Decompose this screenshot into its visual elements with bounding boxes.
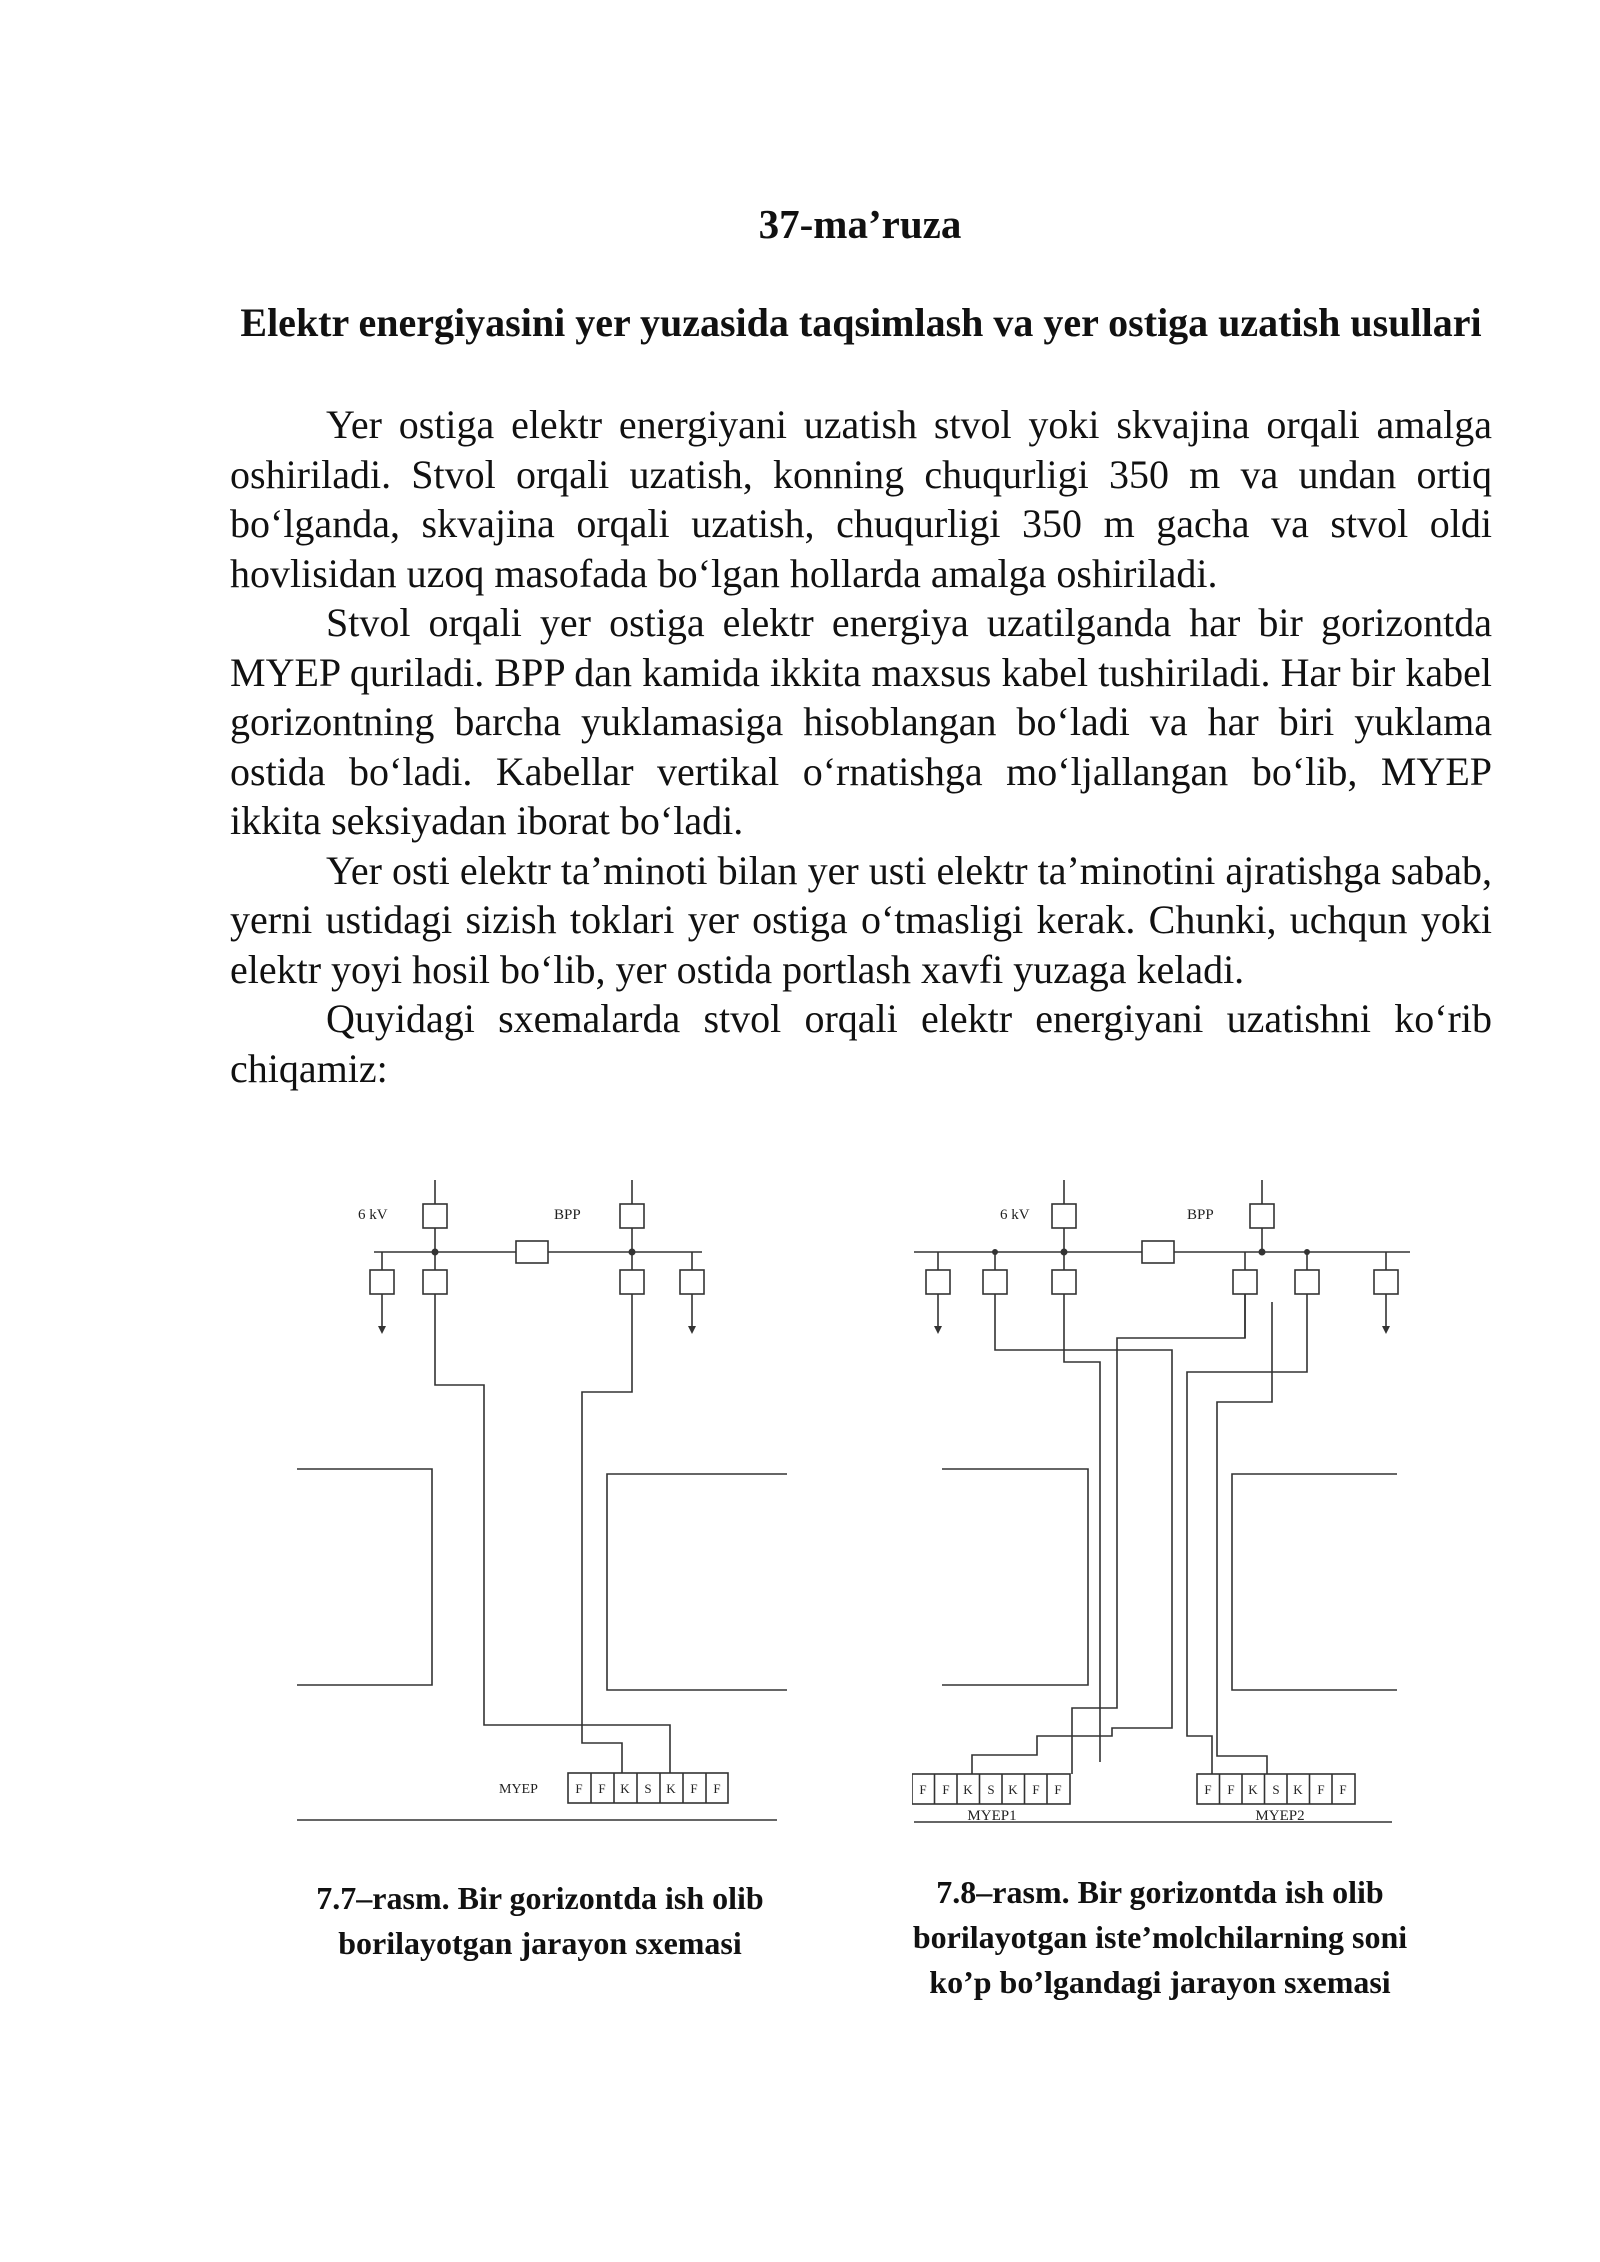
cell-label: K bbox=[620, 1781, 630, 1796]
cell-label: F bbox=[575, 1781, 583, 1796]
cell-label: S bbox=[987, 1782, 995, 1797]
cell-label: F bbox=[942, 1782, 950, 1797]
paragraph: Yer osti elektr ta’minoti bilan yer usti elektr ta’minotini ajratishga sabab, yerni ustidagi sizish toklari yer ostiga o‘tmasligi kerak. Chunki, uchqun yoki elektr yoyi hosil bo‘lib, yer ostida portlash xavfi yuzaga keladi. bbox=[230, 847, 1492, 992]
lecture-number: 37-ma’ruza bbox=[758, 201, 962, 247]
cell-label: S bbox=[1272, 1782, 1280, 1797]
cell-label: F bbox=[1227, 1782, 1235, 1797]
cell-label: F bbox=[1339, 1782, 1347, 1797]
bpp-label: BPP bbox=[554, 1207, 581, 1223]
body-text bbox=[230, 400, 1492, 1093]
myep2-label: MYEP2 bbox=[1255, 1808, 1305, 1824]
paragraph: Stvol orqali yer ostiga elektr energiya uzatilganda har bir gorizontda MYEP quriladi. BPP dan kamida ikkita maxsus kabel tushiriladi. Har bir kabel gorizontning barcha yuklamasiga hisoblangan bo‘ladi va har biri yuklama ostida bo‘ladi. Kabellar vertikal o‘rnatishga mo‘ljallangan bo‘lib, MYEP ikkita seksiyadan iborat bo‘ladi. bbox=[230, 600, 1492, 843]
caption-line: 7.7–rasm. Bir gorizontda ish olib bbox=[316, 1880, 764, 1916]
figure-7-7-caption bbox=[250, 1876, 830, 1966]
page-title: Elektr energiyasini yer yuzasida taqsimlash va yer ostiga uzatish usullari bbox=[240, 300, 1482, 345]
caption-line: 7.8–rasm. Bir gorizontda ish olib bbox=[936, 1874, 1384, 1910]
figure-7-8-diagram bbox=[912, 1180, 1412, 1840]
cell-label: S bbox=[644, 1781, 652, 1796]
caption-line: ko’p bo’lgandagi jarayon sxemasi bbox=[929, 1964, 1391, 2000]
cell-label: F bbox=[1054, 1782, 1062, 1797]
cell-label: K bbox=[1293, 1782, 1303, 1797]
cell-label: F bbox=[1317, 1782, 1325, 1797]
figure-7-7-diagram bbox=[292, 1180, 792, 1840]
figure-7-8-caption bbox=[870, 1870, 1450, 2005]
cell-label: K bbox=[666, 1781, 676, 1796]
caption-line: borilayotgan iste’molchilarning soni bbox=[912, 1919, 1408, 1955]
voltage-label: 6 kV bbox=[1000, 1207, 1030, 1223]
voltage-label: 6 kV bbox=[358, 1207, 388, 1223]
cell-label: F bbox=[1032, 1782, 1040, 1797]
paragraph: Quyidagi sxemalarda stvol orqali elektr energiyani uzatishni ko‘rib chiqamiz: bbox=[230, 996, 1492, 1091]
cell-label: K bbox=[1248, 1782, 1258, 1797]
paragraph: Yer ostiga elektr energiyani uzatish stvol yoki skvajina orqali amalga oshiriladi. Stvol orqali uzatish, konning chuqurligi 350 m va undan ortiq bo‘lganda, skvajina orqali uzatish, chuqurligi 350 m gacha va stvol oldi hovlisidan uzoq masofada bo‘lgan hollarda amalga oshiriladi. bbox=[230, 402, 1492, 596]
bpp-label: BPP bbox=[1187, 1207, 1214, 1223]
caption-line: borilayotgan jarayon sxemasi bbox=[338, 1925, 742, 1961]
myep1-label: MYEP1 bbox=[967, 1808, 1017, 1824]
cell-label: F bbox=[598, 1781, 606, 1796]
cell-label: F bbox=[919, 1782, 927, 1797]
cell-label: K bbox=[963, 1782, 973, 1797]
cell-label: F bbox=[1204, 1782, 1212, 1797]
myep-label: MYEP bbox=[499, 1782, 538, 1797]
cell-label: F bbox=[690, 1781, 698, 1796]
cell-label: F bbox=[713, 1781, 721, 1796]
cell-label: K bbox=[1008, 1782, 1018, 1797]
